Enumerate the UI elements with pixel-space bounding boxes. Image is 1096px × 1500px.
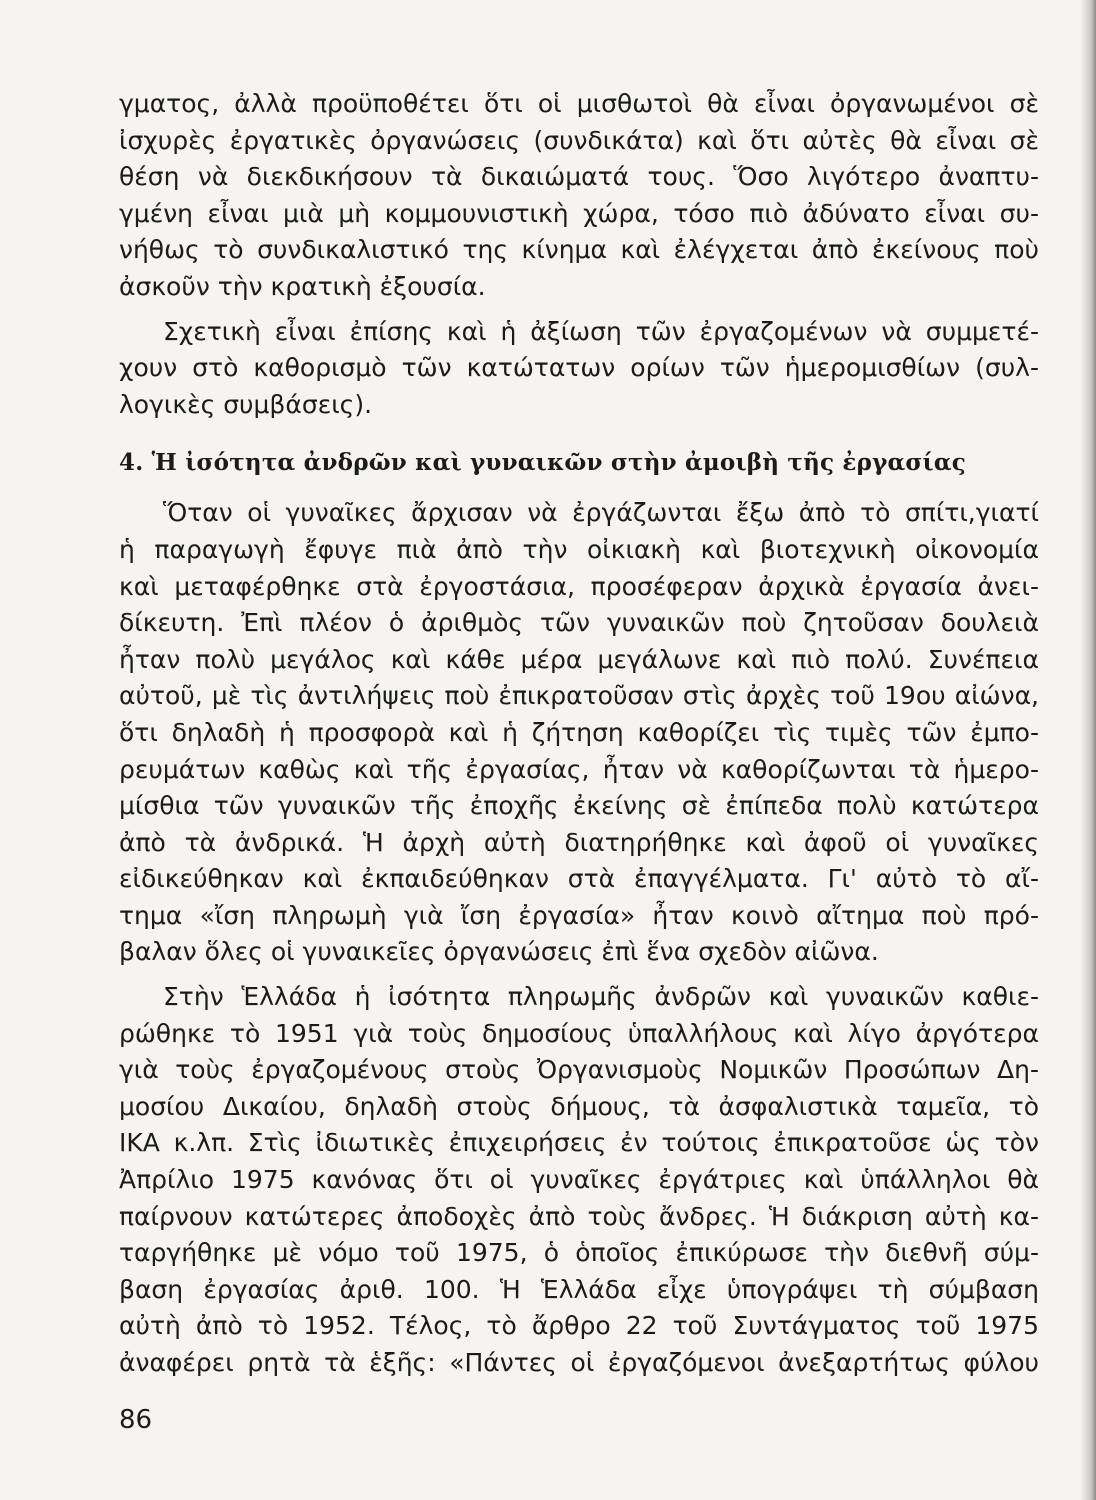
text-line: Στὴν Ἑλλάδα ἡ ἰσότητα πληρωμῆς ἀνδρῶν καὶ γυναικῶν καθιε- bbox=[163, 982, 1039, 1012]
text-line: ἀσκοῦν τὴν κρατικὴ ἐξουσία. bbox=[119, 271, 486, 301]
text-line: μίσθια τῶν γυναικῶν τῆς ἐποχῆς ἐκείνης σὲ ἐπίπεδα πολὺ κατώτερα bbox=[119, 791, 1039, 821]
text-line: ταργήθηκε μὲ νόμο τοῦ 1975, ὁ ὁποῖος ἐπικύρωσε τὴν διεθνῆ σύμ- bbox=[119, 1238, 1039, 1268]
text-line: ἦταν πολὺ μεγάλος καὶ κάθε μέρα μεγάλωνε καὶ πιὸ πολύ. Συνέπεια bbox=[119, 644, 1039, 674]
text-line: καὶ μεταφέρθηκε στὰ ἐργοστάσια, προσέφεραν ἀρχικὰ ἐργασία ἀνει- bbox=[119, 571, 1039, 601]
text-line: εἰδικεύθηκαν καὶ ἐκπαιδεύθηκαν στὰ ἐπαγγέλματα. Γι' αὐτὸ τὸ αἴ- bbox=[119, 864, 1039, 894]
text-line: αὐτὴ ἀπὸ τὸ 1952. Τέλος, τὸ ἄρθρο 22 τοῦ Συντάγματος τοῦ 1975 bbox=[119, 1311, 1039, 1341]
text-line: θέση νὰ διεκδικήσουν τὰ δικαιώματά τους. Ὅσο λιγότερο ἀναπτυ- bbox=[119, 162, 1039, 192]
text-line: αὐτοῦ, μὲ τὶς ἀντιλήψεις ποὺ ἐπικρατοῦσαν στὶς ἀρχὲς τοῦ 19ου αἰώνα, bbox=[119, 681, 1039, 711]
text-line: γματος, ἀλλὰ προϋποθέτει ὅτι οἱ μισθωτοὶ θὰ εἶναι ὀργανωμένοι σὲ bbox=[119, 89, 1039, 118]
text-line: βαση ἐργασίας ἀριθ. 100. Ἡ Ἑλλάδα εἶχε ὑπογράψει τὴ σύμβαση bbox=[119, 1274, 1039, 1304]
text-line: λογικὲς συμβάσεις). bbox=[119, 389, 373, 419]
text-line: δίκευτη. Ἐπὶ πλέον ὁ ἀριθμὸς τῶν γυναικῶν ποὺ ζητοῦσαν δουλειὰ bbox=[119, 608, 1039, 638]
paragraph-4 bbox=[119, 979, 1039, 1382]
text-line: γιὰ τοὺς ἐργαζομένους στοὺς Ὀργανισμοὺς Νομικῶν Προσώπων Δη- bbox=[119, 1055, 1039, 1085]
paragraph-2 bbox=[119, 314, 1039, 424]
text-line: ρευμάτων καθὼς καὶ τῆς ἐργασίας, ἦταν νὰ καθορίζωνται τὰ ἡμερο- bbox=[119, 754, 1039, 784]
text-line: ρώθηκε τὸ 1951 γιὰ τοὺς δημοσίους ὑπαλλήλους καὶ λίγο ἀργότερα bbox=[119, 1018, 1039, 1048]
section-heading: 4. Ἡ ἰσότητα ἀνδρῶν καὶ γυναικῶν στὴν ἀμοιβὴ τῆς ἐργασίας bbox=[119, 449, 966, 477]
text-line: νήθως τὸ συνδικαλιστικό της κίνημα καὶ ἐλέγχεται ἀπὸ ἐκείνους ποὺ bbox=[119, 235, 1039, 265]
text-line: Ἀπρίλιο 1975 κανόνας ὅτι οἱ γυναῖκες ἐργάτριες καὶ ὑπάλληλοι θὰ bbox=[119, 1165, 1039, 1195]
text-line: γμένη εἶναι μιὰ μὴ κομμουνιστικὴ χώρα, τόσο πιὸ ἀδύνατο εἶναι συ- bbox=[119, 198, 1039, 228]
text-line: τημα «ἴση πληρωμὴ γιὰ ἴση ἐργασία» ἦταν κοινὸ αἴτημα ποὺ πρό- bbox=[119, 900, 1039, 930]
page-edge-shadow bbox=[1080, 0, 1096, 1500]
text-line: ἀναφέρει ρητὰ τὰ ἑξῆς: «Πάντες οἱ ἐργαζόμενοι ἀνεξαρτήτως φύλου bbox=[119, 1348, 1039, 1377]
page-text bbox=[119, 86, 1039, 1382]
text-line: παίρνουν κατώτερες ἀποδοχὲς ἀπὸ τοὺς ἄνδρες. Ἡ διάκριση αὐτὴ κα- bbox=[119, 1201, 1039, 1231]
text-line: ἀπὸ τὰ ἀνδρικά. Ἡ ἀρχὴ αὐτὴ διατηρήθηκε καὶ ἀφοῦ οἱ γυναῖκες bbox=[119, 827, 1039, 857]
text-line: βαλαν ὅλες οἱ γυναικεῖες ὀργανώσεις ἐπὶ ἕνα σχεδὸν αἰῶνα. bbox=[119, 937, 879, 967]
paragraph-3 bbox=[119, 495, 1039, 971]
text-line: χουν στὸ καθορισμὸ τῶν κατώτατων ορίων τῶν ἡμερομισθίων (συλ- bbox=[119, 353, 1039, 383]
text-line: μοσίου Δικαίου, δηλαδὴ στοὺς δήμους, τὰ ἀσφαλιστικὰ ταμεῖα, τὸ bbox=[119, 1091, 1039, 1121]
page-number: 86 bbox=[119, 1405, 153, 1435]
paragraph-1 bbox=[119, 86, 1039, 306]
text-line: Ὅταν οἱ γυναῖκες ἄρχισαν νὰ ἐργάζωνται ἔξω ἀπὸ τὸ σπίτι,γιατί bbox=[163, 498, 1039, 528]
text-line: ΙΚΑ κ.λπ. Στὶς ἰδιωτικὲς ἐπιχειρήσεις ἐν τούτοις ἐπικρατοῦσε ὡς τὸν bbox=[119, 1128, 1039, 1158]
text-line: Σχετικὴ εἶναι ἐπίσης καὶ ἡ ἀξίωση τῶν ἐργαζομένων νὰ συμμετέ- bbox=[163, 316, 1039, 346]
text-line: ἡ παραγωγὴ ἔφυγε πιὰ ἀπὸ τὴν οἰκιακὴ καὶ βιοτεχνικὴ οἰκονομία bbox=[119, 534, 1039, 564]
text-line: ὅτι δηλαδὴ ἡ προσφορὰ καὶ ἡ ζήτηση καθορίζει τὶς τιμὲς τῶν ἐμπο- bbox=[119, 717, 1039, 747]
text-line: ἰσχυρὲς ἐργατικὲς ὀργανώσεις (συνδικάτα) καὶ ὅτι αὐτὲς θὰ εἶναι σὲ bbox=[119, 125, 1039, 155]
